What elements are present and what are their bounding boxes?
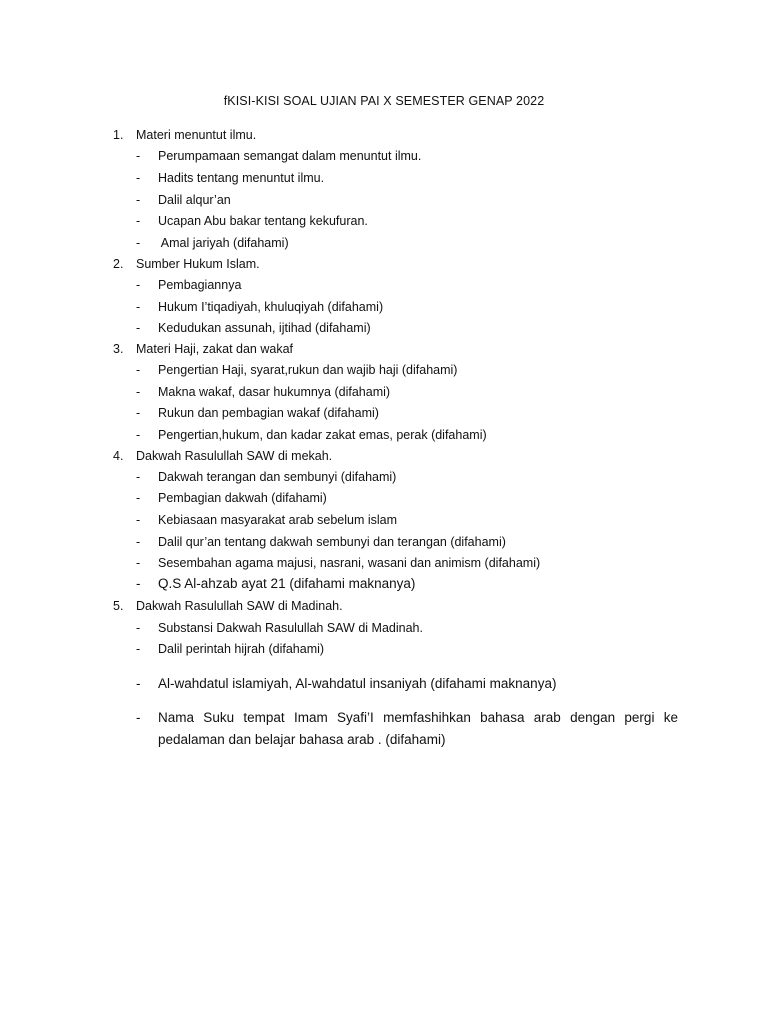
dash-bullet: - <box>136 642 141 656</box>
list-item-text: Amal jariyah (difahami) <box>158 236 289 250</box>
dash-bullet: - <box>136 556 141 570</box>
list-item-text: Ucapan Abu bakar tentang kekufuran. <box>158 214 368 228</box>
list-item-text: Dalil perintah hijrah (difahami) <box>158 642 325 656</box>
section-heading: Materi menuntut ilmu. <box>136 128 257 142</box>
section-number: 5. <box>113 599 124 613</box>
dash-bullet: - <box>136 676 141 691</box>
dash-bullet: - <box>136 491 141 505</box>
dash-bullet: - <box>136 470 141 484</box>
dash-bullet: - <box>136 363 141 377</box>
dash-bullet: - <box>136 385 141 399</box>
list-item-text: Pengertian Haji, syarat,rukun dan wajib haji (difahami) <box>158 363 458 377</box>
list-item-text: Rukun dan pembagian wakaf (difahami) <box>158 406 379 420</box>
dash-bullet: - <box>136 576 141 591</box>
list-item-text: Nama Suku tempat Imam Syafi’I memfashihkan bahasa arab dengan pergi ke pedalaman dan belajar bahasa arab . (difahami) <box>158 710 678 747</box>
dash-bullet: - <box>136 513 141 527</box>
dash-bullet: - <box>136 149 141 163</box>
list-item-text: Hadits tentang menuntut ilmu. <box>158 171 325 185</box>
list-item-text: Kebiasaan masyarakat arab sebelum islam <box>158 513 398 527</box>
list-item-text: Makna wakaf, dasar hukumnya (difahami) <box>158 385 391 399</box>
list-item-text: Pembagiannya <box>158 278 242 292</box>
dash-bullet: - <box>136 193 141 207</box>
document-title: fKISI-KISI SOAL UJIAN PAI X SEMESTER GENAP 2022 <box>223 94 545 108</box>
dash-bullet: - <box>136 428 141 442</box>
list-item-text: Al-wahdatul islamiyah, Al-wahdatul insaniyah (difahami maknanya) <box>158 676 557 691</box>
dash-bullet: - <box>136 535 141 549</box>
list-item-text: Sesembahan agama majusi, nasrani, wasani dan animism (difahami) <box>158 556 541 570</box>
section-heading: Dakwah Rasulullah SAW di Madinah. <box>136 599 343 613</box>
dash-bullet: - <box>136 214 141 228</box>
section-number: 4. <box>113 449 124 463</box>
section-heading: Materi Haji, zakat dan wakaf <box>136 342 294 356</box>
dash-bullet: - <box>136 300 141 314</box>
dash-bullet: - <box>136 321 141 335</box>
list-item-text: Dalil qur’an tentang dakwah sembunyi dan terangan (difahami) <box>158 535 506 549</box>
section-heading: Dakwah Rasulullah SAW di mekah. <box>136 449 333 463</box>
section-number: 2. <box>113 257 124 271</box>
list-item-text: Pembagian dakwah (difahami) <box>158 491 327 505</box>
list-item-text: Pengertian,hukum, dan kadar zakat emas, perak (difahami) <box>158 428 487 442</box>
list-item-text: Substansi Dakwah Rasulullah SAW di Madinah. <box>158 621 423 635</box>
dash-bullet: - <box>136 406 141 420</box>
list-item-text: Perumpamaan semangat dalam menuntut ilmu. <box>158 149 422 163</box>
list-item-text: Dakwah terangan dan sembunyi (difahami) <box>158 470 397 484</box>
dash-bullet: - <box>136 171 141 185</box>
section-number: 3. <box>113 342 124 356</box>
list-item-text: Hukum I’tiqadiyah, khuluqiyah (difahami) <box>158 300 384 314</box>
section-heading: Sumber Hukum Islam. <box>136 257 260 271</box>
dash-bullet: - <box>136 278 141 292</box>
list-item-text: Dalil alqur’an <box>158 193 231 207</box>
list-item-text: Kedudukan assunah, ijtihad (difahami) <box>158 321 371 335</box>
section-number: 1. <box>113 128 124 142</box>
dash-bullet: - <box>136 236 141 250</box>
dash-bullet: - <box>136 710 141 725</box>
list-item-text: Q.S Al-ahzab ayat 21 (difahami maknanya) <box>158 576 416 591</box>
dash-bullet: - <box>136 621 141 635</box>
